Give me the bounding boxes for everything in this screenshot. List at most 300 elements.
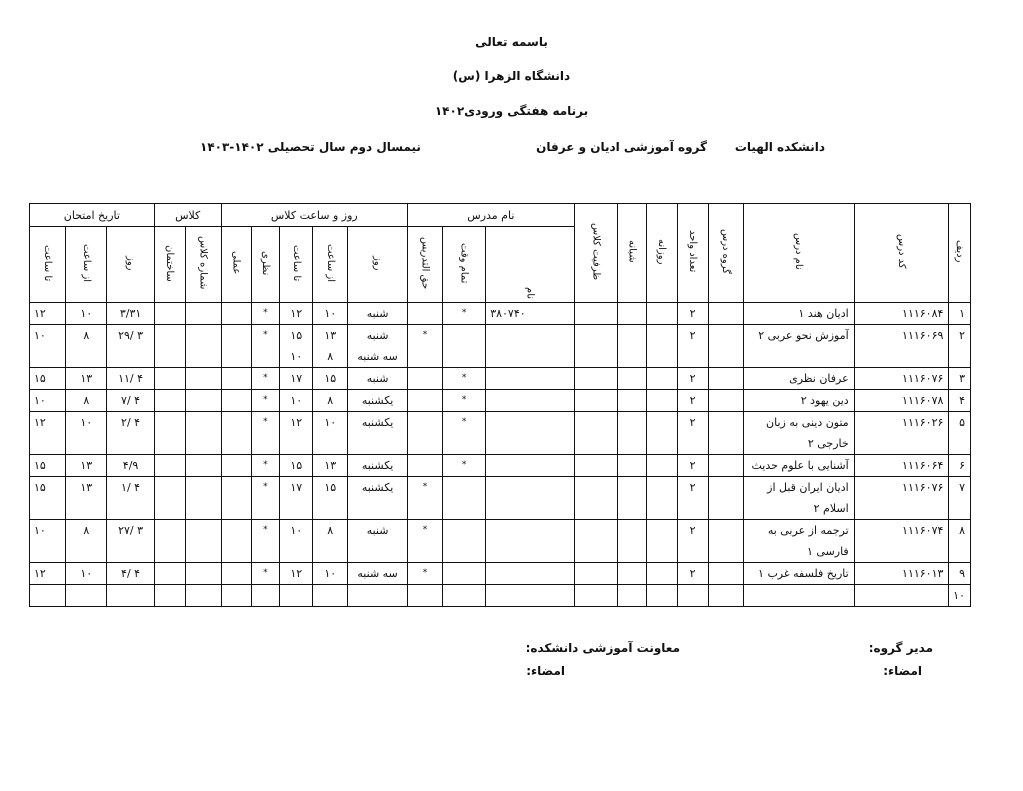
cell-course-title-value-2: خارجی ۲ [807, 437, 849, 450]
cell-row-number [949, 563, 971, 585]
cell-teacher-value: ۳۸۰۷۴۰ [490, 307, 526, 320]
cell-course-title-value: آشنایی با علوم حدیث [751, 459, 849, 472]
cell-course-title-value: عرفان نظری [789, 372, 849, 385]
cell-exam-to-value: ۱۵ [34, 481, 46, 494]
cell-course-title [743, 477, 854, 520]
cell-row-number [949, 303, 971, 325]
col-exam-from: از ساعت [66, 227, 107, 303]
cell-teacher [486, 303, 575, 325]
cell-class-number [185, 303, 221, 325]
cell-teacher [486, 325, 575, 368]
cell-practical [221, 477, 251, 520]
cell-exam-from-value: ۱۳ [80, 372, 93, 385]
cell-exam-day-value: ۴ /۷ [121, 394, 141, 407]
cell-units-value: ۲ [689, 481, 696, 494]
cell-exam-to [30, 455, 66, 477]
cell-course-code-value: ۱۱۱۶۰۷۶ [902, 481, 944, 494]
deputy-label: معاونت آموزشی دانشکده: [525, 641, 680, 655]
col-group-teacher: نام مدرس [407, 204, 574, 227]
cell-daily [646, 390, 677, 412]
cell-row-number-value: ۳ [959, 372, 965, 385]
cell-from-value-2: ۸ [327, 350, 334, 363]
cell-fulltime [442, 455, 485, 477]
cell-exam-from-value: ۸ [83, 524, 90, 537]
cell-exam-to [30, 390, 66, 412]
cell-daily [646, 477, 677, 520]
cell-from [313, 412, 348, 455]
cell-exam-day-value: ۴ /۴ [121, 567, 141, 580]
cell-course-group [708, 520, 743, 563]
col-teacher-name: نام [486, 227, 575, 303]
table-row [30, 585, 971, 607]
cell-exam-to [30, 325, 66, 368]
cell-to [280, 368, 313, 390]
cell-adjunct [407, 368, 442, 390]
cell-capacity [574, 520, 617, 563]
cell-course-code [854, 520, 949, 563]
cell-theory-value: * [263, 417, 268, 427]
cell-adjunct-value: * [422, 568, 428, 578]
cell-exam-to-value: ۱۲ [34, 307, 46, 320]
cell-exam-to [30, 477, 66, 520]
university-name: دانشگاه الزهرا (س) [452, 69, 571, 83]
cell-from [313, 455, 348, 477]
cell-daily [646, 455, 677, 477]
cell-fulltime [442, 477, 485, 520]
table-row [30, 368, 971, 390]
cell-exam-day [107, 563, 154, 585]
cell-to-value: ۱۲ [290, 416, 303, 429]
cell-from [313, 390, 348, 412]
cell-exam-day [107, 585, 154, 607]
cell-course-code-value: ۱۱۱۶۰۱۳ [902, 567, 944, 580]
cell-adjunct [407, 563, 442, 585]
cell-course-title-value: دین یهود ۲ [800, 394, 849, 407]
cell-teacher [486, 477, 575, 520]
cell-capacity [574, 585, 617, 607]
cell-exam-to [30, 563, 66, 585]
cell-capacity [574, 477, 617, 520]
cell-theory [251, 368, 280, 390]
cell-course-code [854, 368, 949, 390]
cell-fulltime-value: * [461, 395, 467, 405]
cell-exam-day-value: ۳/۳۱ [119, 307, 142, 320]
cell-building [154, 563, 185, 585]
cell-to-value: ۱۰ [290, 524, 303, 537]
cell-daily [646, 412, 677, 455]
cell-course-code-value: ۱۱۱۶۰۷۸ [902, 394, 944, 407]
cell-adjunct [407, 455, 442, 477]
cell-capacity [574, 455, 617, 477]
col-from: از ساعت [313, 227, 348, 303]
cell-day [348, 585, 408, 607]
cell-exam-from-value: ۸ [83, 329, 90, 342]
cell-class-number [185, 477, 221, 520]
col-theory: نظری [251, 227, 280, 303]
col-group-schedule: روز و ساعت کلاس [221, 204, 407, 227]
cell-course-title [743, 325, 854, 368]
cell-course-group [708, 585, 743, 607]
cell-exam-day-value: ۴ /۱۱ [118, 372, 144, 385]
col-row-number: ردیف [949, 204, 971, 303]
cell-row-number-value: ۲ [959, 329, 965, 342]
cell-units [677, 585, 708, 607]
cell-theory [251, 563, 280, 585]
cell-exam-to-value: ۱۲ [34, 567, 46, 580]
cell-units [677, 563, 708, 585]
cell-row-number [949, 477, 971, 520]
cell-practical [221, 303, 251, 325]
cell-to [280, 520, 313, 563]
col-course-group: گروه درس [708, 204, 743, 303]
cell-to-value: ۱۷ [290, 481, 303, 494]
cell-to [280, 563, 313, 585]
cell-teacher [486, 455, 575, 477]
cell-exam-from [66, 563, 107, 585]
cell-units [677, 455, 708, 477]
cell-course-code [854, 477, 949, 520]
col-class-number: شماره کلاس [185, 227, 221, 303]
cell-adjunct [407, 325, 442, 368]
cell-course-group [708, 325, 743, 368]
cell-practical [221, 520, 251, 563]
cell-day-value: یکشنبه [361, 416, 394, 429]
cell-units [677, 390, 708, 412]
cell-course-code [854, 325, 949, 368]
cell-evening [617, 455, 646, 477]
cell-class-number [185, 412, 221, 455]
cell-capacity [574, 325, 617, 368]
cell-to-value: ۱۷ [290, 372, 303, 385]
cell-teacher [486, 412, 575, 455]
cell-class-number [185, 368, 221, 390]
cell-day [348, 455, 408, 477]
cell-daily [646, 303, 677, 325]
cell-course-group [708, 455, 743, 477]
cell-class-number [185, 455, 221, 477]
cell-day-value: شنبه [366, 329, 389, 342]
cell-theory-value: * [263, 460, 268, 470]
cell-course-group [708, 390, 743, 412]
cell-from [313, 325, 348, 368]
cell-daily [646, 585, 677, 607]
faculty-name: دانشکده الهیات [734, 140, 825, 154]
cell-to [280, 585, 313, 607]
cell-to [280, 303, 313, 325]
table-row [30, 390, 971, 412]
cell-adjunct [407, 412, 442, 455]
table-row [30, 520, 971, 563]
cell-row-number-value: ۷ [959, 481, 965, 494]
department-name: گروه آموزشی ادیان و عرفان [536, 140, 707, 154]
cell-exam-from [66, 585, 107, 607]
cell-from [313, 563, 348, 585]
cell-to-value: ۱۲ [290, 307, 303, 320]
cell-building [154, 368, 185, 390]
cell-fulltime [442, 390, 485, 412]
cell-to-value: ۱۵ [290, 459, 303, 472]
cell-day [348, 520, 408, 563]
cell-theory [251, 477, 280, 520]
cell-daily [646, 520, 677, 563]
cell-course-code-value: ۱۱۱۶۰۸۴ [902, 307, 944, 320]
cell-capacity [574, 563, 617, 585]
cell-building [154, 412, 185, 455]
cell-row-number [949, 368, 971, 390]
cell-row-number-value: ۹ [959, 567, 965, 580]
cell-units [677, 520, 708, 563]
table-row [30, 563, 971, 585]
cell-course-group [708, 303, 743, 325]
cell-exam-from [66, 477, 107, 520]
cell-practical [221, 325, 251, 368]
cell-fulltime [442, 368, 485, 390]
cell-course-code [854, 563, 949, 585]
cell-exam-from-value: ۱۰ [80, 567, 93, 580]
cell-course-code [854, 585, 949, 607]
col-day: روز [348, 227, 408, 303]
cell-to [280, 390, 313, 412]
cell-adjunct-value: * [422, 525, 428, 535]
semester-label: نیمسال دوم سال تحصیلی ۱۴۰۲-۱۴۰۳ [200, 140, 421, 154]
cell-exam-to-value: ۱۰ [34, 524, 46, 537]
group-head-signature: امضاء: [883, 664, 922, 678]
cell-fulltime [442, 412, 485, 455]
col-capacity: ظرفیت کلاس [574, 204, 617, 303]
cell-capacity [574, 303, 617, 325]
cell-course-title [743, 303, 854, 325]
cell-adjunct [407, 520, 442, 563]
cell-course-title-value-2: فارسی ۱ [806, 545, 849, 558]
cell-units-value: ۲ [689, 329, 696, 342]
cell-from-value: ۸ [327, 524, 334, 537]
cell-exam-from [66, 325, 107, 368]
cell-theory [251, 585, 280, 607]
cell-course-title [743, 585, 854, 607]
cell-fulltime [442, 325, 485, 368]
cell-units-value: ۲ [689, 459, 696, 472]
cell-exam-from [66, 520, 107, 563]
col-course-code: کد درس [854, 204, 949, 303]
cell-capacity [574, 412, 617, 455]
cell-units [677, 368, 708, 390]
cell-units [677, 303, 708, 325]
cell-units-value: ۲ [689, 372, 696, 385]
cell-to [280, 412, 313, 455]
col-daily: روزانه [646, 204, 677, 303]
cell-fulltime-value: * [461, 373, 467, 383]
cell-teacher [486, 390, 575, 412]
cell-row-number [949, 520, 971, 563]
cell-fulltime-value: * [461, 417, 467, 427]
cell-day-value: شنبه [366, 524, 389, 537]
cell-theory-value: * [263, 482, 268, 492]
cell-units-value: ۲ [689, 567, 696, 580]
cell-theory [251, 412, 280, 455]
cell-exam-from [66, 368, 107, 390]
cell-fulltime-value: * [461, 460, 467, 470]
cell-daily [646, 563, 677, 585]
cell-course-title-value: آموزش نحو عربی ۲ [758, 329, 849, 342]
cell-course-title-value: ترجمه از عربی به [767, 524, 849, 537]
cell-teacher [486, 563, 575, 585]
cell-exam-day [107, 455, 154, 477]
schedule-table [29, 203, 971, 607]
cell-daily [646, 368, 677, 390]
cell-theory [251, 303, 280, 325]
cell-exam-to-value: ۱۰ [34, 329, 46, 342]
col-fulltime: تمام وقت [442, 227, 485, 303]
cell-to [280, 455, 313, 477]
group-head-label: مدیر گروه: [868, 641, 933, 655]
cell-fulltime [442, 303, 485, 325]
cell-building [154, 303, 185, 325]
cell-from [313, 585, 348, 607]
cell-row-number-value: ۴ [959, 394, 965, 407]
cell-day [348, 325, 408, 368]
cell-exam-to [30, 520, 66, 563]
cell-day-value-2: سه شنبه [357, 350, 398, 363]
table-row [30, 303, 971, 325]
cell-course-title [743, 368, 854, 390]
cell-course-code [854, 455, 949, 477]
table-row [30, 412, 971, 455]
cell-from [313, 477, 348, 520]
cell-evening [617, 477, 646, 520]
cell-evening [617, 325, 646, 368]
cell-course-title-value: متون دینی به زبان [766, 416, 849, 429]
cell-building [154, 520, 185, 563]
cell-from-value: ۱۰ [324, 416, 337, 429]
cell-units [677, 412, 708, 455]
cell-exam-day-value: ۴/۹ [122, 459, 139, 472]
cell-units-value: ۲ [689, 394, 696, 407]
cell-exam-from [66, 412, 107, 455]
cell-course-title [743, 455, 854, 477]
cell-day [348, 368, 408, 390]
cell-evening [617, 563, 646, 585]
cell-day [348, 412, 408, 455]
cell-theory-value: * [263, 395, 268, 405]
col-group-class: کلاس [154, 204, 221, 227]
cell-practical [221, 455, 251, 477]
col-to: تا ساعت [280, 227, 313, 303]
cell-exam-to [30, 368, 66, 390]
cell-day-value: یکشنبه [361, 481, 394, 494]
cell-course-title [743, 390, 854, 412]
cell-exam-from-value: ۱۰ [80, 307, 93, 320]
cell-to-value: ۱۲ [290, 567, 303, 580]
cell-theory-value: * [263, 330, 268, 340]
cell-fulltime [442, 520, 485, 563]
cell-theory-value: * [263, 373, 268, 383]
col-exam-to: تا ساعت [30, 227, 66, 303]
cell-practical [221, 412, 251, 455]
cell-exam-to [30, 412, 66, 455]
cell-adjunct [407, 390, 442, 412]
col-building: ساختمان [154, 227, 185, 303]
cell-course-group [708, 412, 743, 455]
cell-to [280, 477, 313, 520]
cell-course-group [708, 563, 743, 585]
doc-header-line1: باسمه تعالی [475, 35, 548, 49]
cell-practical [221, 585, 251, 607]
cell-course-title [743, 412, 854, 455]
cell-from [313, 368, 348, 390]
cell-fulltime [442, 563, 485, 585]
cell-units-value: ۲ [689, 524, 696, 537]
cell-exam-day [107, 390, 154, 412]
cell-row-number [949, 390, 971, 412]
cell-units-value: ۲ [689, 307, 696, 320]
cell-practical [221, 390, 251, 412]
cell-fulltime-value: * [461, 308, 467, 318]
cell-evening [617, 585, 646, 607]
cell-class-number [185, 585, 221, 607]
cell-exam-day-value: ۴ /۱ [121, 481, 141, 494]
deputy-signature: امضاء: [526, 664, 565, 678]
cell-fulltime [442, 585, 485, 607]
cell-exam-day [107, 325, 154, 368]
cell-theory-value: * [263, 525, 268, 535]
cell-from-value: ۱۵ [324, 372, 337, 385]
cell-units [677, 325, 708, 368]
cell-evening [617, 368, 646, 390]
cell-exam-day-value: ۴ /۲ [121, 416, 141, 429]
cell-class-number [185, 563, 221, 585]
cell-building [154, 585, 185, 607]
cell-daily [646, 325, 677, 368]
cell-day-value: یکشنبه [361, 394, 394, 407]
col-group-exam: تاریخ امتحان [30, 204, 155, 227]
cell-building [154, 390, 185, 412]
cell-course-title-value: ادیان هند ۱ [798, 307, 849, 320]
cell-exam-from-value: ۱۳ [80, 459, 93, 472]
cell-row-number [949, 455, 971, 477]
cell-building [154, 455, 185, 477]
cell-exam-day [107, 303, 154, 325]
cell-row-number [949, 585, 971, 607]
cell-capacity [574, 368, 617, 390]
cell-course-code-value: ۱۱۱۶۰۶۹ [902, 329, 944, 342]
col-practical: عملی [221, 227, 251, 303]
cell-exam-from [66, 303, 107, 325]
cell-exam-to-value: ۱۵ [34, 372, 46, 385]
cell-theory-value: * [263, 568, 268, 578]
cell-exam-from [66, 455, 107, 477]
cell-course-title-value: ادیان ایران قبل از [767, 481, 849, 494]
cell-building [154, 325, 185, 368]
table-row [30, 325, 971, 368]
cell-theory [251, 390, 280, 412]
cell-adjunct [407, 585, 442, 607]
cell-teacher [486, 520, 575, 563]
cell-to-value-2: ۱۰ [290, 350, 303, 363]
cell-from [313, 303, 348, 325]
cell-course-title [743, 563, 854, 585]
cell-exam-from-value: ۱۳ [80, 481, 93, 494]
cell-theory-value: * [263, 308, 268, 318]
cell-row-number-value: ۱ [959, 307, 965, 320]
col-units: تعداد واحد [677, 204, 708, 303]
schedule-title: برنامه هفتگی ورودی۱۴۰۲ [434, 104, 589, 118]
table-row [30, 477, 971, 520]
cell-class-number [185, 325, 221, 368]
col-adjunct: حق التدریس [407, 227, 442, 303]
table-row [30, 455, 971, 477]
cell-day [348, 390, 408, 412]
cell-evening [617, 412, 646, 455]
